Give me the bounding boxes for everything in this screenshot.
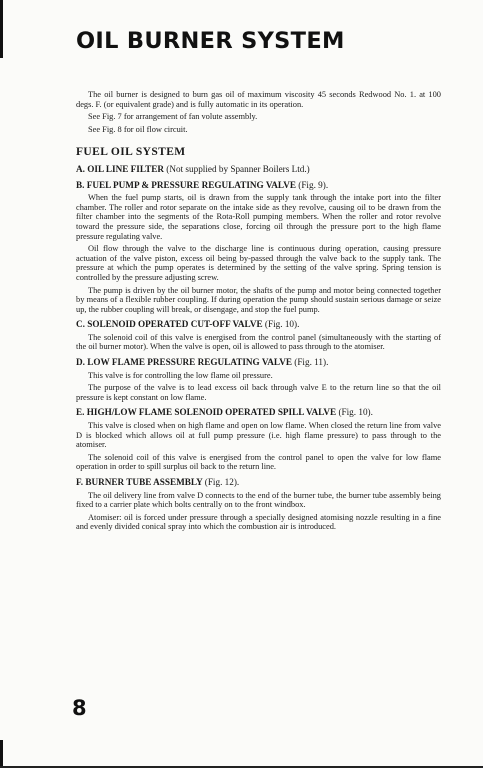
subsection-title: OIL LINE FILTER <box>87 163 164 174</box>
subsection-ref: (Fig. 10). <box>338 407 373 418</box>
subsection-heading-b <box>76 181 441 191</box>
body-text <box>76 90 441 535</box>
subsection-ref: (Fig. 9). <box>298 179 329 190</box>
paragraph: The pump is driven by the oil burner motor, the shafts of the pump and motor being connected together by means of a flexible rubber coupling. If during operation the pump should sustain serious damage or seize up, the rubber coupling will break, or disengage, and stop the fuel pump. <box>76 285 441 314</box>
subsection-letter: C. <box>76 319 85 330</box>
paragraph: The purpose of the valve is to lead excess oil back through valve E to the return line so that the oil pressure is kept constant on low flame. <box>76 383 441 402</box>
binding-edge-bottom <box>0 740 3 768</box>
subsection-title: LOW FLAME PRESSURE REGULATING VALVE <box>87 357 292 368</box>
paragraph: When the fuel pump starts, oil is drawn from the supply tank through the intake port into the filter chamber. The roller and rotor separate on the intake side as they revolve, causing oil to be drawn from the filter chamber into the segments of the Rota-Roll pumping members. When the roller and rotor revolve toward the pressure side, the separations close, forcing oil through the pressure port to the high flame pressure regulating valve. <box>76 193 441 241</box>
subsection-title: BURNER TUBE ASSEMBLY <box>85 477 203 487</box>
paragraph: The solenoid coil of this valve is energised from the control panel to open the valve for low flame operation in order to spill surplus oil back to the return line. <box>76 452 441 472</box>
paragraph: The oil delivery line from valve D connects to the end of the burner tube, the burner tube assembly being fixed to a carrier plate which bolts centrally on to the front windbox. <box>76 490 441 510</box>
intro-paragraph: The oil burner is designed to burn gas oil of maximum viscosity 45 seconds Redwood No. 1. at 100 degs. F. (or equivalent grade) and is fully automatic in its operation. <box>76 90 441 109</box>
subsection-title: FUEL PUMP & PRESSURE REGULATING VALVE <box>86 179 296 190</box>
binding-edge-top <box>0 0 3 58</box>
subsection-heading-e <box>76 408 441 418</box>
paragraph: The solenoid coil of this valve is energised from the control panel (simultaneously with the starting of the oil burner motor). When the valve is open, oil is allowed to pass through to the atomiser. <box>76 332 441 352</box>
subsection-letter: B. <box>76 179 85 190</box>
paragraph: This valve is closed when on high flame and open on low flame. When closed the return line from valve D is blocked which allows oil at full pump pressure (i.e. high flame pressure) to pass through to the atomiser. <box>76 421 441 450</box>
subsection-ref: (Fig. 11). <box>294 357 329 368</box>
subsection-title: HIGH/LOW FLAME SOLENOID OPERATED SPILL VALVE <box>86 407 337 418</box>
section-heading: FUEL OIL SYSTEM <box>76 146 186 159</box>
subsection-ref: (Not supplied by Spanner Boilers Ltd.) <box>166 163 310 174</box>
intro-paragraph: See Fig. 8 for oil flow circuit. <box>88 124 188 134</box>
subsection-heading-c <box>76 320 441 330</box>
intro-paragraph: See Fig. 7 for arrangement of fan volute assembly. <box>88 112 258 122</box>
paragraph: Oil flow through the valve to the discharge line is continuous during operation, causing pressure actuation of the valve piston, excess oil being by-passed through the valve back to the supply tank. The pressure at which the pump operates is determined by the setting of the valve spring. Spring tension is controlled by the pressure adjusting screw. <box>76 244 441 282</box>
subsection-heading-d <box>76 358 441 368</box>
page-number: 8 <box>72 696 87 720</box>
subsection-ref: (Fig. 12). <box>204 477 240 487</box>
subsection-letter: D. <box>76 357 85 368</box>
subsection-letter: A. <box>76 163 85 174</box>
subsection-heading-f <box>76 478 441 488</box>
subsection-title: SOLENOID OPERATED CUT-OFF VALVE <box>87 319 263 330</box>
subsection-letter: E. <box>76 407 85 418</box>
subsection-heading-a <box>76 165 441 175</box>
paragraph: This valve is for controlling the low flame oil pressure. <box>88 370 273 380</box>
subsection-letter: F. <box>76 477 84 487</box>
page-title: OIL BURNER SYSTEM <box>76 28 345 54</box>
subsection-ref: (Fig. 10). <box>264 319 300 330</box>
paragraph: Atomiser: oil is forced under pressure through a specially designed atomising nozzle resulting in a fine and evenly divided conical spray into which the combustion air is introduced. <box>76 512 441 532</box>
